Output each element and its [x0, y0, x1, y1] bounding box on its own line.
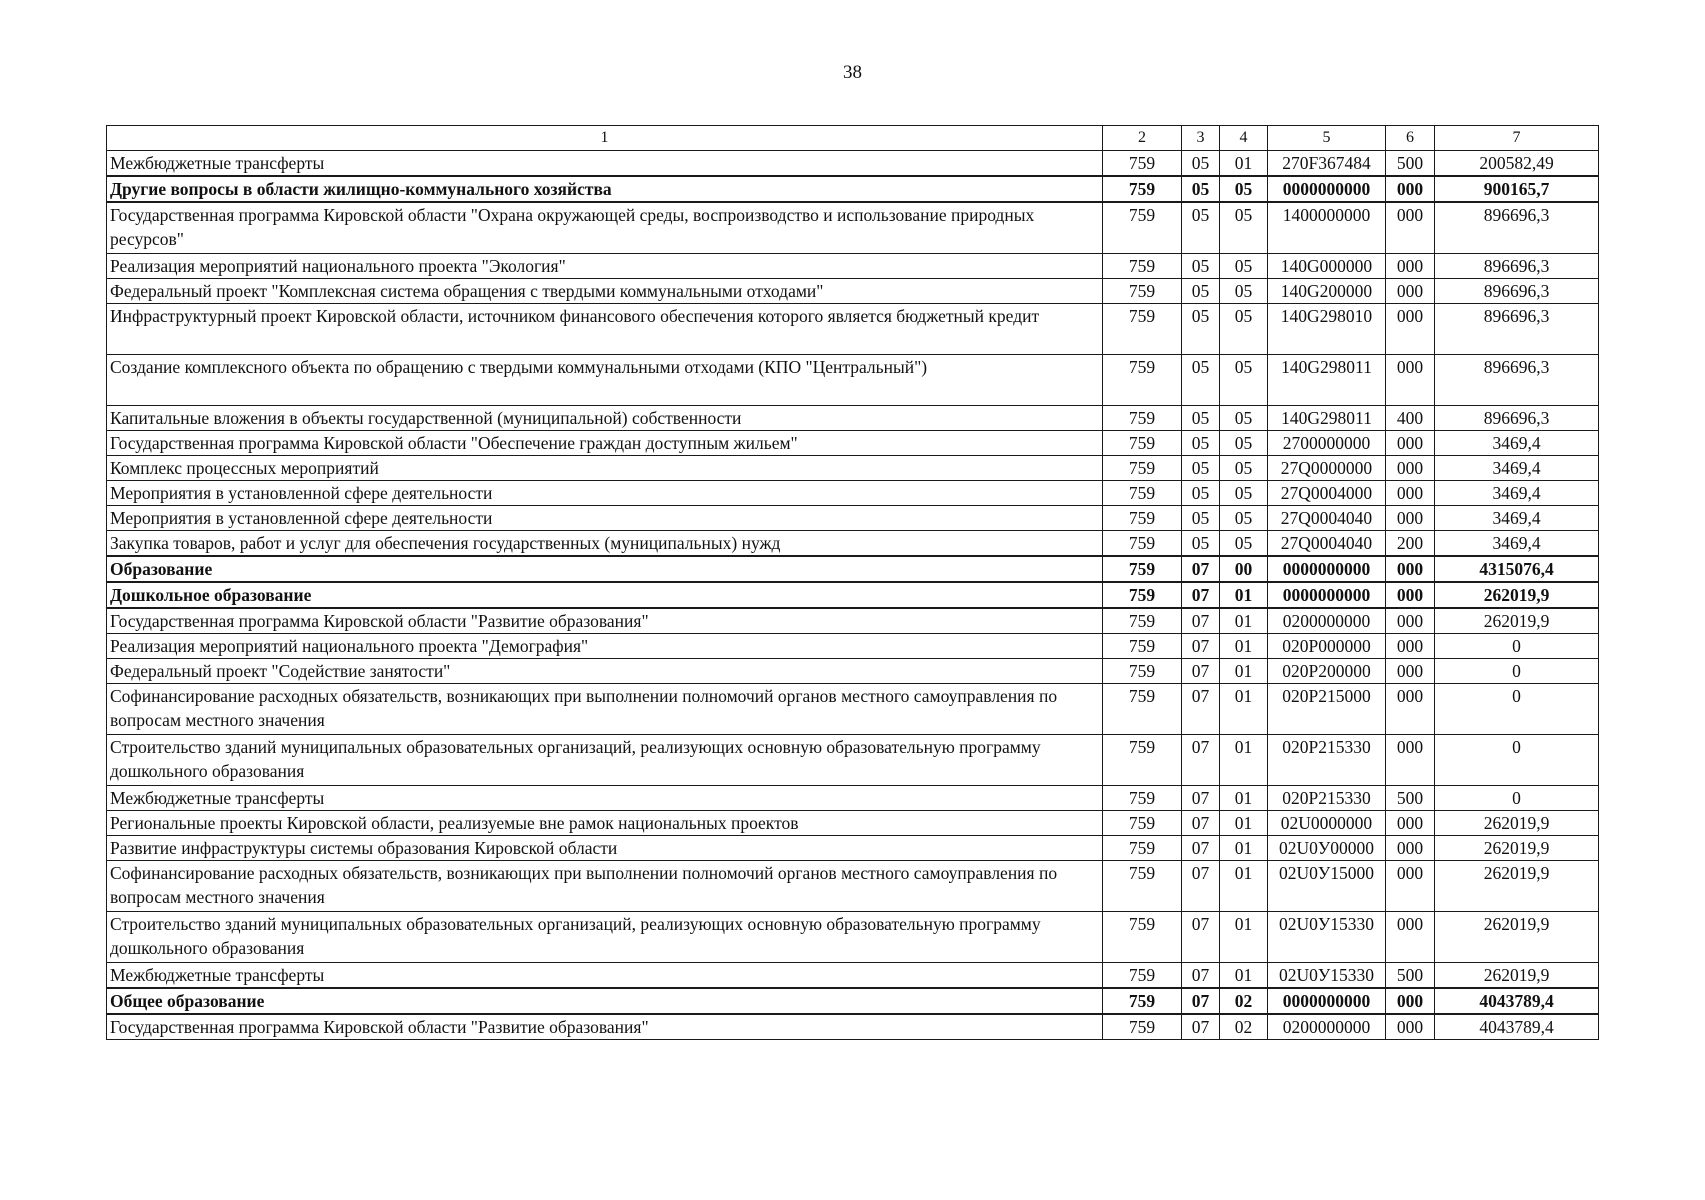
row-code-target: 0000000000 [1268, 582, 1386, 608]
row-code-target: 02U0У15000 [1268, 861, 1386, 912]
row-code-expense-type: 000 [1386, 735, 1435, 786]
header-cell: 1 [107, 126, 1103, 151]
row-code-admin: 759 [1103, 1014, 1182, 1040]
row-code-target: 020P215330 [1268, 735, 1386, 786]
row-code-section: 05 [1182, 481, 1220, 506]
table-row [107, 988, 1599, 1014]
table-row [107, 861, 1599, 912]
table-row [107, 556, 1599, 582]
row-code-target: 0200000000 [1268, 1014, 1386, 1040]
row-code-expense-type: 200 [1386, 531, 1435, 557]
row-code-subsection: 05 [1220, 304, 1268, 355]
row-name: Федеральный проект "Содействие занятости" [107, 659, 1103, 684]
row-code-target: 27Q0000000 [1268, 456, 1386, 481]
row-code-expense-type: 500 [1386, 786, 1435, 811]
row-code-target: 02U0У15330 [1268, 963, 1386, 989]
row-amount: 262019,9 [1435, 811, 1599, 836]
row-name: Государственная программа Кировской области "Развитие образования" [107, 1014, 1103, 1040]
row-code-section: 07 [1182, 912, 1220, 963]
row-amount: 262019,9 [1435, 608, 1599, 634]
row-code-subsection: 01 [1220, 963, 1268, 989]
row-code-admin: 759 [1103, 556, 1182, 582]
row-code-section: 05 [1182, 355, 1220, 406]
row-code-subsection: 01 [1220, 735, 1268, 786]
table-row [107, 912, 1599, 963]
row-amount: 896696,3 [1435, 304, 1599, 355]
row-name: Комплекс процессных мероприятий [107, 456, 1103, 481]
row-code-section: 05 [1182, 431, 1220, 456]
table-row [107, 1014, 1599, 1040]
row-code-subsection: 01 [1220, 634, 1268, 659]
row-code-subsection: 01 [1220, 659, 1268, 684]
table-row [107, 836, 1599, 861]
row-code-subsection: 05 [1220, 279, 1268, 304]
row-code-admin: 759 [1103, 202, 1182, 254]
row-code-expense-type: 400 [1386, 406, 1435, 431]
header-row [107, 126, 1599, 151]
row-code-target: 140G298010 [1268, 304, 1386, 355]
row-code-expense-type: 000 [1386, 431, 1435, 456]
row-code-admin: 759 [1103, 912, 1182, 963]
row-code-expense-type: 000 [1386, 279, 1435, 304]
row-name: Образование [107, 556, 1103, 582]
row-name: Мероприятия в установленной сфере деятельности [107, 481, 1103, 506]
row-code-section: 07 [1182, 1014, 1220, 1040]
row-code-target: 02U0000000 [1268, 811, 1386, 836]
row-code-target: 020P215000 [1268, 684, 1386, 735]
row-code-expense-type: 000 [1386, 254, 1435, 279]
row-code-target: 020P000000 [1268, 634, 1386, 659]
row-code-subsection: 05 [1220, 254, 1268, 279]
row-code-section: 05 [1182, 254, 1220, 279]
row-code-admin: 759 [1103, 355, 1182, 406]
row-code-target: 020P215330 [1268, 786, 1386, 811]
row-name: Межбюджетные трансферты [107, 963, 1103, 989]
row-code-expense-type: 000 [1386, 861, 1435, 912]
row-name: Государственная программа Кировской области "Обеспечение граждан доступным жильем" [107, 431, 1103, 456]
header-cell: 5 [1268, 126, 1386, 151]
row-code-subsection: 01 [1220, 582, 1268, 608]
row-code-section: 05 [1182, 151, 1220, 177]
row-code-target: 0000000000 [1268, 988, 1386, 1014]
row-code-expense-type: 000 [1386, 1014, 1435, 1040]
row-amount: 896696,3 [1435, 279, 1599, 304]
table-row [107, 786, 1599, 811]
row-code-admin: 759 [1103, 786, 1182, 811]
row-code-subsection: 05 [1220, 176, 1268, 202]
row-code-section: 07 [1182, 963, 1220, 989]
table-row [107, 659, 1599, 684]
row-code-section: 05 [1182, 176, 1220, 202]
row-code-target: 270F367484 [1268, 151, 1386, 177]
row-code-admin: 759 [1103, 988, 1182, 1014]
row-code-admin: 759 [1103, 406, 1182, 431]
row-code-subsection: 05 [1220, 431, 1268, 456]
row-code-admin: 759 [1103, 506, 1182, 531]
row-code-admin: 759 [1103, 151, 1182, 177]
header-cell: 4 [1220, 126, 1268, 151]
row-code-subsection: 02 [1220, 1014, 1268, 1040]
row-code-section: 07 [1182, 988, 1220, 1014]
table-row [107, 355, 1599, 406]
page-number: 38 [843, 62, 862, 83]
row-code-subsection: 05 [1220, 506, 1268, 531]
table-row [107, 279, 1599, 304]
row-code-target: 0200000000 [1268, 608, 1386, 634]
row-name: Капитальные вложения в объекты государственной (муниципальной) собственности [107, 406, 1103, 431]
row-code-admin: 759 [1103, 254, 1182, 279]
row-code-section: 07 [1182, 786, 1220, 811]
row-code-section: 07 [1182, 735, 1220, 786]
row-code-subsection: 01 [1220, 861, 1268, 912]
row-code-admin: 759 [1103, 456, 1182, 481]
table-row [107, 202, 1599, 254]
table-row [107, 506, 1599, 531]
row-code-expense-type: 000 [1386, 608, 1435, 634]
row-code-expense-type: 000 [1386, 988, 1435, 1014]
row-amount: 896696,3 [1435, 254, 1599, 279]
row-code-subsection: 05 [1220, 202, 1268, 254]
row-code-section: 05 [1182, 202, 1220, 254]
table-row [107, 431, 1599, 456]
table-row [107, 634, 1599, 659]
row-code-target: 2700000000 [1268, 431, 1386, 456]
table-row [107, 151, 1599, 177]
row-amount: 4043789,4 [1435, 988, 1599, 1014]
row-name: Реализация мероприятий национального проекта "Экология" [107, 254, 1103, 279]
row-amount: 896696,3 [1435, 202, 1599, 254]
row-amount: 896696,3 [1435, 355, 1599, 406]
row-amount: 262019,9 [1435, 582, 1599, 608]
row-amount: 0 [1435, 735, 1599, 786]
row-code-subsection: 02 [1220, 988, 1268, 1014]
row-code-expense-type: 000 [1386, 811, 1435, 836]
budget-table [106, 125, 1599, 1040]
row-code-admin: 759 [1103, 608, 1182, 634]
row-code-admin: 759 [1103, 811, 1182, 836]
row-code-admin: 759 [1103, 481, 1182, 506]
table-row [107, 254, 1599, 279]
row-code-subsection: 01 [1220, 912, 1268, 963]
row-code-section: 07 [1182, 556, 1220, 582]
row-code-target: 140G298011 [1268, 406, 1386, 431]
row-name: Федеральный проект "Комплексная система обращения с твердыми коммунальными отходами" [107, 279, 1103, 304]
row-amount: 3469,4 [1435, 506, 1599, 531]
row-code-expense-type: 000 [1386, 304, 1435, 355]
row-name: Закупка товаров, работ и услуг для обеспечения государственных (муниципальных) нужд [107, 531, 1103, 557]
table-row [107, 582, 1599, 608]
row-code-subsection: 01 [1220, 151, 1268, 177]
row-code-admin: 759 [1103, 304, 1182, 355]
row-code-admin: 759 [1103, 176, 1182, 202]
row-code-target: 0000000000 [1268, 176, 1386, 202]
row-code-expense-type: 000 [1386, 912, 1435, 963]
table-row [107, 406, 1599, 431]
row-code-expense-type: 000 [1386, 836, 1435, 861]
table-body [107, 151, 1599, 1040]
row-code-expense-type: 000 [1386, 355, 1435, 406]
row-amount: 262019,9 [1435, 963, 1599, 989]
header-cell: 6 [1386, 126, 1435, 151]
row-name: Развитие инфраструктуры системы образования Кировской области [107, 836, 1103, 861]
row-name: Реализация мероприятий национального проекта "Демография" [107, 634, 1103, 659]
row-code-expense-type: 000 [1386, 506, 1435, 531]
row-code-section: 07 [1182, 634, 1220, 659]
row-code-expense-type: 000 [1386, 582, 1435, 608]
row-amount: 3469,4 [1435, 456, 1599, 481]
row-code-admin: 759 [1103, 531, 1182, 557]
row-code-expense-type: 000 [1386, 176, 1435, 202]
table-row [107, 304, 1599, 355]
row-code-subsection: 05 [1220, 481, 1268, 506]
row-name: Мероприятия в установленной сфере деятельности [107, 506, 1103, 531]
row-amount: 262019,9 [1435, 861, 1599, 912]
row-amount: 4315076,4 [1435, 556, 1599, 582]
row-code-subsection: 01 [1220, 684, 1268, 735]
row-amount: 0 [1435, 684, 1599, 735]
row-code-admin: 759 [1103, 836, 1182, 861]
row-amount: 900165,7 [1435, 176, 1599, 202]
table-row [107, 684, 1599, 735]
row-code-subsection: 05 [1220, 456, 1268, 481]
row-code-expense-type: 000 [1386, 456, 1435, 481]
row-code-admin: 759 [1103, 659, 1182, 684]
row-code-subsection: 05 [1220, 531, 1268, 557]
row-code-section: 05 [1182, 279, 1220, 304]
row-code-section: 07 [1182, 684, 1220, 735]
table-row [107, 176, 1599, 202]
row-amount: 0 [1435, 634, 1599, 659]
table-row [107, 963, 1599, 989]
row-code-section: 05 [1182, 406, 1220, 431]
row-code-section: 07 [1182, 836, 1220, 861]
row-code-expense-type: 500 [1386, 151, 1435, 177]
table-row [107, 456, 1599, 481]
row-code-expense-type: 000 [1386, 659, 1435, 684]
row-amount: 3469,4 [1435, 531, 1599, 557]
row-code-section: 05 [1182, 304, 1220, 355]
row-amount: 3469,4 [1435, 481, 1599, 506]
row-code-admin: 759 [1103, 735, 1182, 786]
row-name: Государственная программа Кировской области "Развитие образования" [107, 608, 1103, 634]
row-name: Строительство зданий муниципальных образовательных организаций, реализующих основную образовательную программу дошкольного образования [107, 912, 1103, 963]
row-code-target: 02U0У00000 [1268, 836, 1386, 861]
row-code-section: 07 [1182, 608, 1220, 634]
row-amount: 0 [1435, 659, 1599, 684]
row-code-admin: 759 [1103, 684, 1182, 735]
row-name: Межбюджетные трансферты [107, 151, 1103, 177]
row-code-section: 05 [1182, 456, 1220, 481]
row-code-section: 05 [1182, 531, 1220, 557]
row-amount: 4043789,4 [1435, 1014, 1599, 1040]
row-amount: 0 [1435, 786, 1599, 811]
row-code-admin: 759 [1103, 582, 1182, 608]
row-name: Создание комплексного объекта по обращению с твердыми коммунальными отходами (КПО "Центральный") [107, 355, 1103, 406]
row-code-expense-type: 000 [1386, 202, 1435, 254]
row-code-target: 140G200000 [1268, 279, 1386, 304]
row-code-admin: 759 [1103, 963, 1182, 989]
row-amount: 262019,9 [1435, 836, 1599, 861]
table-row [107, 481, 1599, 506]
header-cell: 2 [1103, 126, 1182, 151]
row-code-admin: 759 [1103, 431, 1182, 456]
row-code-section: 07 [1182, 659, 1220, 684]
table-row [107, 531, 1599, 557]
row-code-section: 05 [1182, 506, 1220, 531]
row-amount: 262019,9 [1435, 912, 1599, 963]
row-code-target: 140G000000 [1268, 254, 1386, 279]
row-name: Региональные проекты Кировской области, реализуемые вне рамок национальных проектов [107, 811, 1103, 836]
row-code-expense-type: 000 [1386, 684, 1435, 735]
row-name: Софинансирование расходных обязательств, возникающих при выполнении полномочий органов местного самоуправления по вопросам местного значения [107, 861, 1103, 912]
row-code-target: 27Q0004000 [1268, 481, 1386, 506]
row-code-expense-type: 000 [1386, 481, 1435, 506]
row-code-admin: 759 [1103, 279, 1182, 304]
row-name: Межбюджетные трансферты [107, 786, 1103, 811]
table-row [107, 735, 1599, 786]
row-code-section: 07 [1182, 811, 1220, 836]
row-code-expense-type: 000 [1386, 634, 1435, 659]
row-code-subsection: 01 [1220, 786, 1268, 811]
row-code-subsection: 00 [1220, 556, 1268, 582]
row-code-admin: 759 [1103, 634, 1182, 659]
row-code-subsection: 01 [1220, 811, 1268, 836]
header-cell: 3 [1182, 126, 1220, 151]
row-code-section: 07 [1182, 582, 1220, 608]
row-amount: 896696,3 [1435, 406, 1599, 431]
row-code-target: 27Q0004040 [1268, 531, 1386, 557]
row-code-expense-type: 000 [1386, 556, 1435, 582]
row-code-subsection: 05 [1220, 355, 1268, 406]
header-cell: 7 [1435, 126, 1599, 151]
row-code-expense-type: 500 [1386, 963, 1435, 989]
row-name: Строительство зданий муниципальных образовательных организаций, реализующих основную образовательную программу дошкольного образования [107, 735, 1103, 786]
row-code-target: 27Q0004040 [1268, 506, 1386, 531]
row-name: Общее образование [107, 988, 1103, 1014]
row-code-section: 07 [1182, 861, 1220, 912]
row-code-subsection: 05 [1220, 406, 1268, 431]
row-code-subsection: 01 [1220, 836, 1268, 861]
row-amount: 200582,49 [1435, 151, 1599, 177]
row-name: Софинансирование расходных обязательств, возникающих при выполнении полномочий органов местного самоуправления по вопросам местного значения [107, 684, 1103, 735]
row-code-target: 140G298011 [1268, 355, 1386, 406]
row-amount: 3469,4 [1435, 431, 1599, 456]
row-code-target: 020P200000 [1268, 659, 1386, 684]
row-name: Другие вопросы в области жилищно-коммунального хозяйства [107, 176, 1103, 202]
row-code-subsection: 01 [1220, 608, 1268, 634]
row-code-target: 0000000000 [1268, 556, 1386, 582]
row-code-admin: 759 [1103, 861, 1182, 912]
table-row [107, 811, 1599, 836]
row-code-target: 1400000000 [1268, 202, 1386, 254]
row-name: Государственная программа Кировской области "Охрана окружающей среды, воспроизводство и использование природных ресурсов" [107, 202, 1103, 254]
row-code-target: 02U0У15330 [1268, 912, 1386, 963]
row-name: Дошкольное образование [107, 582, 1103, 608]
row-name: Инфраструктурный проект Кировской области, источником финансового обеспечения которого является бюджетный кредит [107, 304, 1103, 355]
table-row [107, 608, 1599, 634]
